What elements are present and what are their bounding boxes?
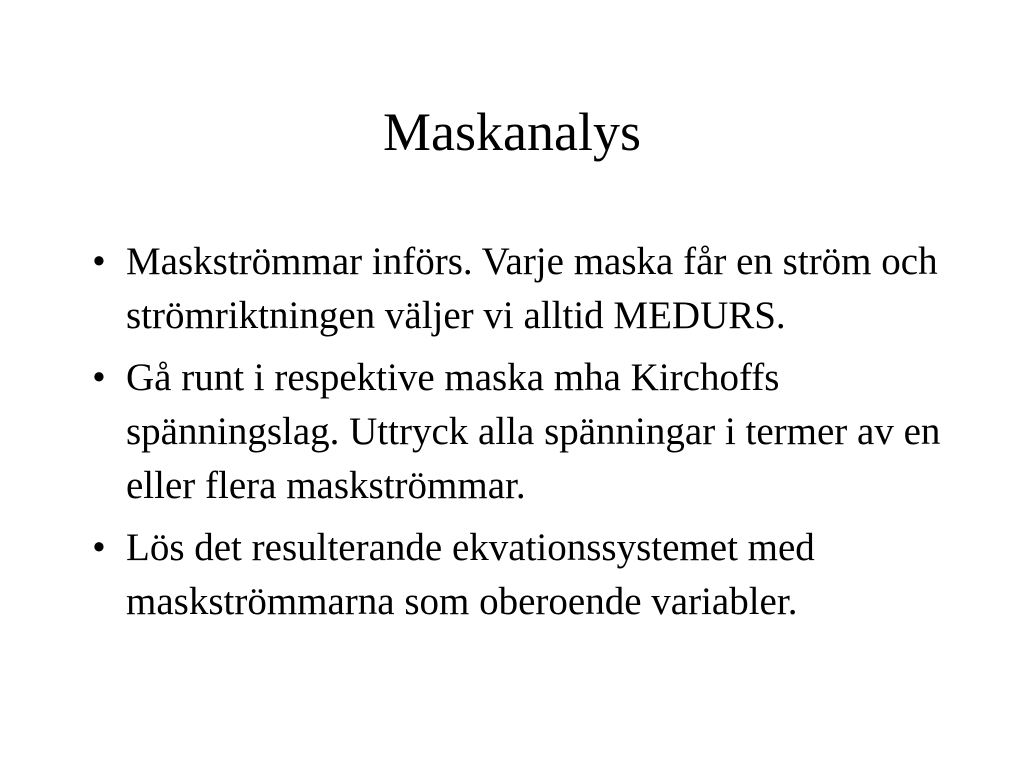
list-item (84, 235, 944, 343)
list-item (84, 521, 944, 629)
bullet-text: Maskströmmar införs. Varje maska får en ström och strömriktningen väljer vi alltid MEDURS. (126, 240, 938, 337)
bullet-list (84, 235, 944, 637)
bullet-text: Lös det resulterande ekvationssystemet med maskströmmarna som oberoende variabler. (126, 526, 815, 623)
bullet-icon: • (92, 240, 106, 283)
bullet-text: Gå runt i respektive maska mha Kirchoffs spänningslag. Uttryck alla spänningar i termer av en eller flera maskströmmar. (126, 356, 941, 507)
list-item (84, 351, 944, 513)
bullet-icon: • (92, 526, 106, 569)
bullet-icon: • (92, 356, 106, 399)
slide-title: Maskanalys (383, 102, 641, 162)
